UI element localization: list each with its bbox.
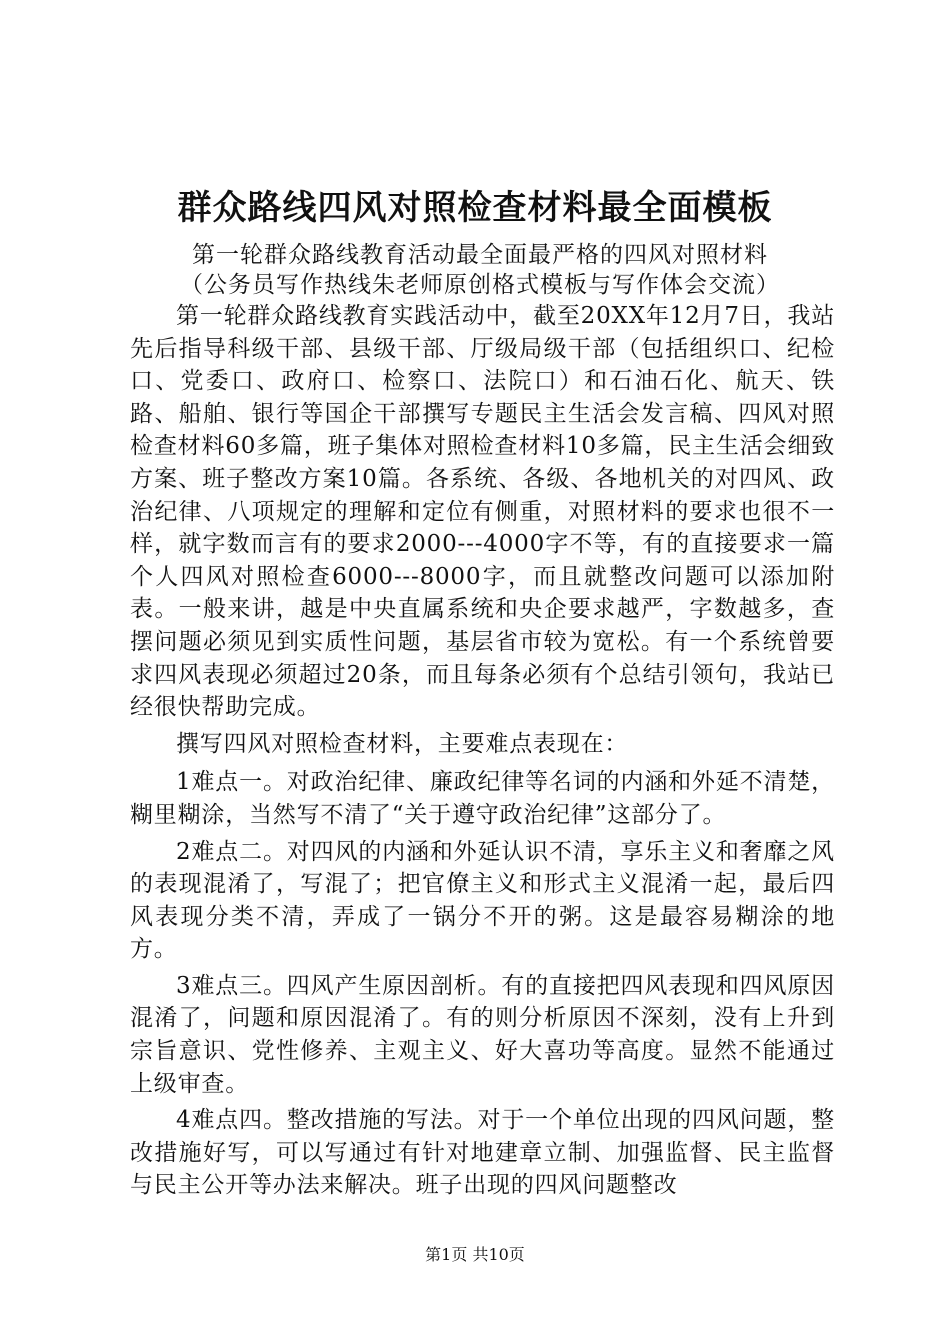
document-body	[130, 300, 835, 1206]
subtitle-line-2: （公务员写作热线朱老师原创格式模板与写作体会交流）	[180, 272, 780, 298]
paragraph-difficulty-4: 4难点四。整改措施的写法。对于一个单位出现的四风问题，整改措施好写，可以写通过有针对地建章立制、加强监督、民主监督与民主公开等办法来解决。班子出现的四风问题整改	[130, 1107, 835, 1199]
subtitle-line-1: 第一轮群众路线教育活动最全面最严格的四风对照材料	[192, 242, 768, 268]
page-footer: 第1页 共10页	[425, 1245, 525, 1264]
paragraph-intro: 第一轮群众路线教育实践活动中，截至20XX年12月7日，我站先后指导科级干部、县级干部、厅级局级干部（包括组织口、纪检口、党委口、政府口、检察口、法院口）和石油石化、航天、铁路、船舶、银行等国企干部撰写专题民主生活会发言稿、四风对照检查材料60多篇，班子集体对照检查材料10多篇，民主生活会细致方案、班子整改方案10篇。各系统、各级、各地机关的对四风、政治纪律、八项规定的理解和定位有侧重，对照材料的要求也很不一样，就字数而言有的要求2000---4000字不等，有的直接要求一篇个人四风对照检查6000---8000字，而且就整改问题可以添加附表。一般来讲，越是中央直属系统和央企要求越严，字数越多，查摆问题必须见到实质性问题，基层省市较为宽松。有一个系统曾要求四风表现必须超过20条，而且每条必须有个总结引领句，我站已经很快帮助完成。	[130, 303, 835, 721]
paragraph-difficulties-lead: 撰写四风对照检查材料，主要难点表现在：	[176, 730, 629, 757]
paragraph-difficulty-3: 3难点三。四风产生原因剖析。有的直接把四风表现和四风原因混淆了，问题和原因混淆了。有的则分析原因不深刻，没有上升到宗旨意识、党性修养、主观主义、好大喜功等高度。显然不能通过上级审查。	[130, 972, 835, 1097]
paragraph-difficulty-1: 1难点一。对政治纪律、廉政纪律等名词的内涵和外延不清楚，糊里糊涂，当然写不清了“关于遵守政治纪律”这部分了。	[130, 769, 835, 828]
paragraph-difficulty-2: 2难点二。对四风的内涵和外延认识不清，享乐主义和奢靡之风的表现混淆了，写混了；把官僚主义和形式主义混淆一起，最后四风表现分类不清，弄成了一锅分不开的粥。这是最容易糊涂的地方。	[130, 838, 835, 963]
document-title: 群众路线四风对照检查材料最全面模板	[177, 188, 773, 228]
